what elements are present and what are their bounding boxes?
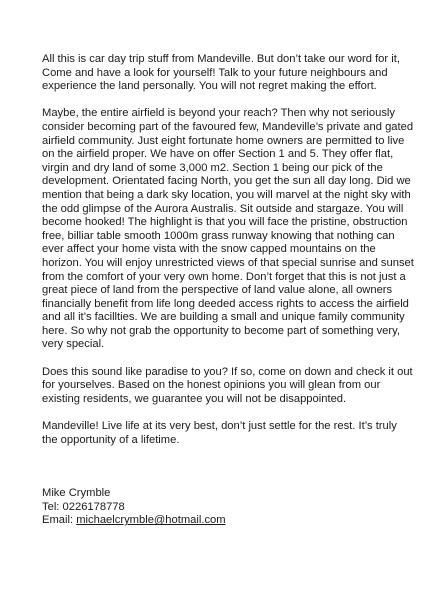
tel-number: 0226178778 — [62, 500, 125, 513]
paragraph-airfield-offer: Maybe, the entire airfield is beyond your reach? Then why not seriously consider becoming part of the favoured few, Mandeville’s private and gated airfield community. Just eight fortunate home owners are permitted to live on the airfield proper. We have on offer Section 1 and 5. They offer flat, virgin and dry land of some 3,000 m2. Section 1 being our pick of the development. Orientated facing North, you get the sun all day long. Did we mention that being a dark sky location, you will marvel at the night sky with the odd glimpse of the Aurora Australis. Sit outside and stargaze. You will become hooked! The highlight is that you will face the pristine, obstruction free, billiar table smooth 1000m grass runway knowing that nothing can ever affect your home vista with the snow capped mountains on the horizon. You will enjoy unrestricted views of that special sunrise and sunset from the comfort of your very own home. Don’t forget that this is not just a great piece of land from the perspective of land value alone, all owners financially benefit from life long deeded access rights to access the airfield and all it’s facillties. We are building a small and unique family community here. So why not grab the opportunity to become part of something very, very special. — [42, 107, 414, 351]
paragraph-closing: Mandeville! Live life at its very best, don’t just settle for the rest. It’s truly the opportunity of a lifetime. — [42, 420, 397, 446]
signature-name: Mike Crymble — [42, 487, 111, 500]
paragraph-intro: All this is car day trip stuff from Mandeville. But don’t take our word for it, Come and have a look for yourself! Talk to your future neighbours and experience the land personally. You will not regret making the effort. — [42, 53, 400, 93]
tel-label: Tel: — [42, 500, 63, 513]
signature-tel-line — [42, 501, 414, 515]
email-link[interactable]: michaelcrymble@hotmail.com — [76, 514, 226, 527]
document-body — [42, 53, 414, 528]
email-label: Email: — [42, 514, 77, 527]
signature-block — [42, 487, 414, 528]
paragraph-paradise: Does this sound like paradise to you? If so, come on down and check it out for yourselves. Based on the honest opinions you will glean from our existing residents, we guarantee you will not be disappointed. — [42, 365, 413, 405]
signature-email-line — [42, 514, 414, 528]
